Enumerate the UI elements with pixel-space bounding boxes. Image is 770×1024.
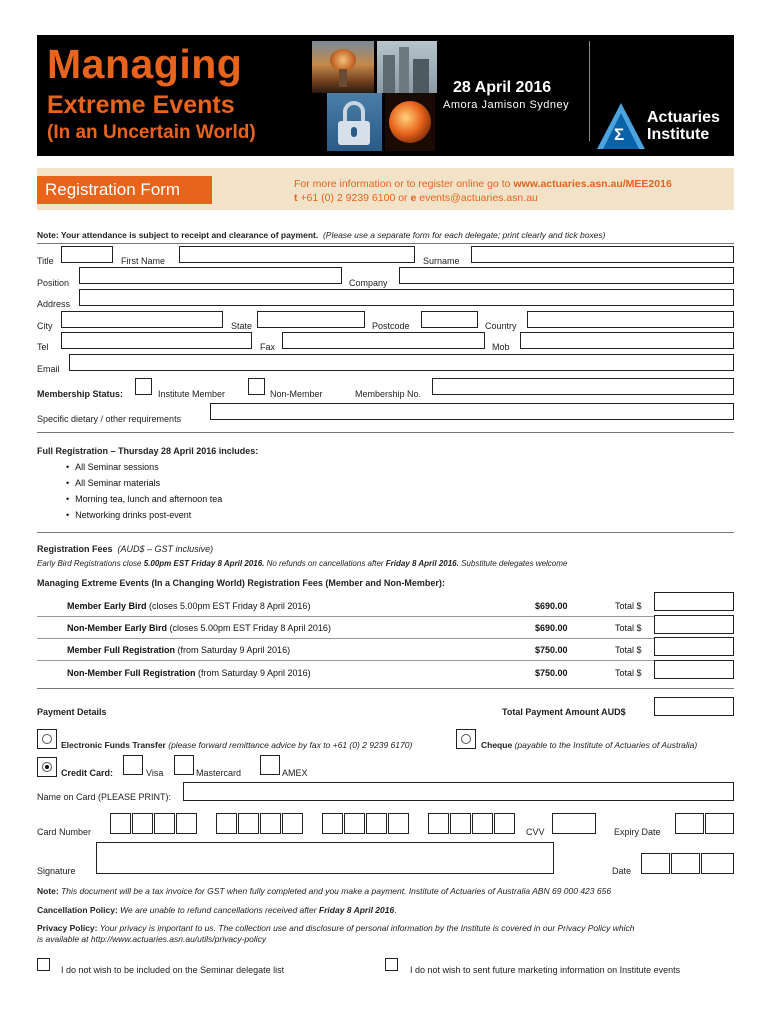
first-name-label: First Name <box>121 256 166 266</box>
visa-label: Visa <box>146 768 164 778</box>
cheque-label: Cheque (payable to the Institute of Actuaries of Australia) <box>481 740 698 750</box>
banner-divider <box>589 41 590 141</box>
registration-form-title: Registration Form <box>37 176 212 204</box>
privacy-policy-link[interactable]: is available at http://www.actuaries.asn.au/utils/privacy-policy <box>37 934 267 944</box>
event-banner <box>37 35 734 156</box>
amex-checkbox[interactable] <box>260 755 280 775</box>
card-digit-box[interactable] <box>322 813 343 834</box>
cheque-radio[interactable] <box>456 729 476 749</box>
address-label: Address <box>37 299 71 309</box>
registration-info-line1: For more information or to register online go to www.actuaries.asn.au/MEE2016 <box>294 178 672 190</box>
card-digit-box[interactable] <box>238 813 259 834</box>
attendance-note: Note: Your attendance is subject to receipt and clearance of payment. (Please use a separate form for each delegate; print clearly and tick boxes) <box>37 230 606 240</box>
banner-tagline: (In an Uncertain World) <box>47 122 256 143</box>
row-divider <box>37 638 657 639</box>
list-item: • All Seminar materials <box>66 478 160 488</box>
early-bird-note: Early Bird Registrations close 5.00pm EST Friday 8 April 2016. No refunds on cancellations after Friday 8 April 2016. Substitute delegates welcome <box>37 559 568 568</box>
tel-input[interactable] <box>61 332 252 349</box>
total-input-member-full[interactable] <box>654 637 734 656</box>
explosion-image <box>312 41 374 93</box>
city-image <box>377 41 437 93</box>
first-name-input[interactable] <box>179 246 415 263</box>
eft-label: Electronic Funds Transfer (please forward remittance advice by fax to +61 (0) 2 9239 6170) <box>61 740 413 750</box>
card-digit-box[interactable] <box>494 813 515 834</box>
fee-row-member-full: Member Full Registration (from Saturday 9 April 2016) $750.00 Total $ <box>67 645 642 655</box>
card-digit-box[interactable] <box>450 813 471 834</box>
registration-url-link[interactable]: www.actuaries.asn.au/MEE2016 <box>513 178 672 190</box>
tel-label: Tel <box>37 342 49 352</box>
non-member-checkbox[interactable] <box>248 378 265 395</box>
total-input-non-member-full[interactable] <box>654 660 734 679</box>
row-divider <box>37 660 657 661</box>
title-input[interactable] <box>61 246 113 263</box>
state-label: State <box>231 321 253 331</box>
expiry-label: Expiry Date <box>614 827 661 837</box>
total-label: Total $ <box>615 645 642 655</box>
banner-subtitle: Extreme Events <box>47 91 235 119</box>
mob-label: Mob <box>492 342 510 352</box>
membership-status-label: Membership Status: <box>37 389 124 399</box>
postcode-label: Postcode <box>372 321 410 331</box>
card-digit-box[interactable] <box>176 813 197 834</box>
cancellation-policy: Cancellation Policy: We are unable to refund cancellations received after Friday 8 April 2016. <box>37 905 397 915</box>
date-month-input[interactable] <box>671 853 700 874</box>
card-number-label: Card Number <box>37 827 92 837</box>
divider <box>37 532 734 533</box>
total-payment-input[interactable] <box>654 697 734 716</box>
country-label: Country <box>485 321 517 331</box>
list-item: • All Seminar sessions <box>66 462 159 472</box>
card-digit-box[interactable] <box>282 813 303 834</box>
signature-input[interactable] <box>96 842 554 874</box>
email-label: Email <box>37 364 60 374</box>
card-digit-box[interactable] <box>216 813 237 834</box>
divider <box>37 243 734 244</box>
visa-checkbox[interactable] <box>123 755 143 775</box>
mob-input[interactable] <box>520 332 734 349</box>
credit-card-radio[interactable] <box>37 757 57 777</box>
total-label: Total $ <box>615 623 642 633</box>
surname-input[interactable] <box>471 246 734 263</box>
fees-subheading: Managing Extreme Events (In a Changing World) Registration Fees (Member and Non-Member): <box>37 578 445 588</box>
card-digit-box[interactable] <box>472 813 493 834</box>
date-day-input[interactable] <box>641 853 670 874</box>
country-input[interactable] <box>527 311 734 328</box>
fire-globe-image <box>385 93 435 151</box>
date-year-input[interactable] <box>701 853 734 874</box>
card-number-input[interactable] <box>110 813 522 834</box>
mastercard-label: Mastercard <box>196 768 242 778</box>
fee-price: $690.00 <box>535 601 568 611</box>
dietary-label: Specific dietary / other requirements <box>37 414 182 424</box>
company-input[interactable] <box>399 267 734 284</box>
tax-invoice-note: Note: This document will be a tax invoice for GST when fully completed and you make a payment. Institute of Actuaries of Australia ABN 69 000 423 656 <box>37 886 612 896</box>
city-label: City <box>37 321 53 331</box>
expiry-month-input[interactable] <box>675 813 704 834</box>
non-member-label: Non-Member <box>270 389 323 399</box>
surname-label: Surname <box>423 256 460 266</box>
privacy-policy: Privacy Policy: Your privacy is important to us. The collection use and disclosure of personal information by the Institute is covered in our Privacy Policy which <box>37 923 635 933</box>
padlock-image <box>327 93 382 151</box>
card-digit-box[interactable] <box>132 813 153 834</box>
list-item: • Networking drinks post-event <box>66 510 191 520</box>
institute-member-checkbox[interactable] <box>135 378 152 395</box>
email-input[interactable] <box>69 354 734 371</box>
total-label: Total $ <box>615 601 642 611</box>
card-digit-box[interactable] <box>154 813 175 834</box>
card-digit-box[interactable] <box>428 813 449 834</box>
fax-label: Fax <box>260 342 276 352</box>
fee-price: $750.00 <box>535 668 568 678</box>
state-input[interactable] <box>257 311 365 328</box>
cvv-label: CVV <box>526 827 545 837</box>
row-divider <box>37 616 657 617</box>
fee-row-member-early-bird: Member Early Bird (closes 5.00pm EST Friday 8 April 2016) $690.00 Total $ <box>67 601 642 611</box>
signature-label: Signature <box>37 866 76 876</box>
name-on-card-label: Name on Card (PLEASE PRINT): <box>37 792 172 802</box>
card-digit-box[interactable] <box>344 813 365 834</box>
divider <box>37 432 734 433</box>
logo-text-line2: Institute <box>647 126 710 143</box>
card-digit-box[interactable] <box>110 813 131 834</box>
fees-heading: Registration Fees (AUD$ – GST inclusive) <box>37 544 214 554</box>
dietary-input[interactable] <box>210 403 734 420</box>
total-input-non-member-early-bird[interactable] <box>654 615 734 634</box>
position-input[interactable] <box>79 267 342 284</box>
eft-radio[interactable] <box>37 729 57 749</box>
list-item: • Morning tea, lunch and afternoon tea <box>66 494 222 504</box>
credit-card-label: Credit Card: <box>61 768 114 778</box>
position-label: Position <box>37 278 70 288</box>
total-input-member-early-bird[interactable] <box>654 592 734 611</box>
fee-row-non-member-early-bird: Non-Member Early Bird (closes 5.00pm EST Friday 8 April 2016) $690.00 Total $ <box>67 623 642 633</box>
membership-no-label: Membership No. <box>355 389 422 399</box>
membership-no-input[interactable] <box>432 378 734 395</box>
date-label: Date <box>612 866 632 876</box>
actuaries-logo <box>597 101 732 151</box>
expiry-year-input[interactable] <box>705 813 734 834</box>
amex-label: AMEX <box>282 768 308 778</box>
registration-info-line2: t +61 (0) 2 9239 6100 or e events@actuaries.asn.au <box>294 192 538 204</box>
banner-title: Managing <box>47 41 243 87</box>
card-digit-box[interactable] <box>260 813 281 834</box>
payment-details-heading: Payment Details <box>37 707 107 717</box>
company-label: Company <box>349 278 388 288</box>
opt-out-marketing-checkbox[interactable] <box>385 958 398 971</box>
card-digit-box[interactable] <box>388 813 409 834</box>
opt-out-delegate-list-checkbox[interactable] <box>37 958 50 971</box>
logo-symbol: Σ <box>614 125 625 144</box>
cvv-input[interactable] <box>552 813 596 834</box>
event-venue: Amora Jamison Sydney <box>443 99 570 111</box>
institute-member-label: Institute Member <box>158 389 226 399</box>
fee-row-non-member-full: Non-Member Full Registration (from Saturday 9 April 2016) $750.00 Total $ <box>67 668 642 678</box>
fax-input[interactable] <box>282 332 485 349</box>
address-input[interactable] <box>79 289 734 306</box>
total-payment-label: Total Payment Amount AUD$ <box>502 707 626 717</box>
opt-out-marketing-label: I do not wish to sent future marketing information on Institute events <box>410 965 681 975</box>
opt-out-delegate-list-label: I do not wish to be included on the Seminar delegate list <box>61 965 285 975</box>
events-email-link[interactable]: events@actuaries.asn.au <box>416 192 538 204</box>
mastercard-checkbox[interactable] <box>174 755 194 775</box>
divider <box>37 688 734 689</box>
event-date: 28 April 2016 <box>453 79 552 96</box>
fee-price: $750.00 <box>535 645 568 655</box>
name-on-card-input[interactable] <box>183 782 734 801</box>
postcode-input[interactable] <box>421 311 478 328</box>
fee-price: $690.00 <box>535 623 568 633</box>
full-registration-heading: Full Registration – Thursday 28 April 2016 includes: <box>37 446 259 456</box>
total-label: Total $ <box>615 668 642 678</box>
title-label: Title <box>37 256 54 266</box>
city-input[interactable] <box>61 311 223 328</box>
card-digit-box[interactable] <box>366 813 387 834</box>
logo-text-line1: Actuaries <box>647 109 720 126</box>
